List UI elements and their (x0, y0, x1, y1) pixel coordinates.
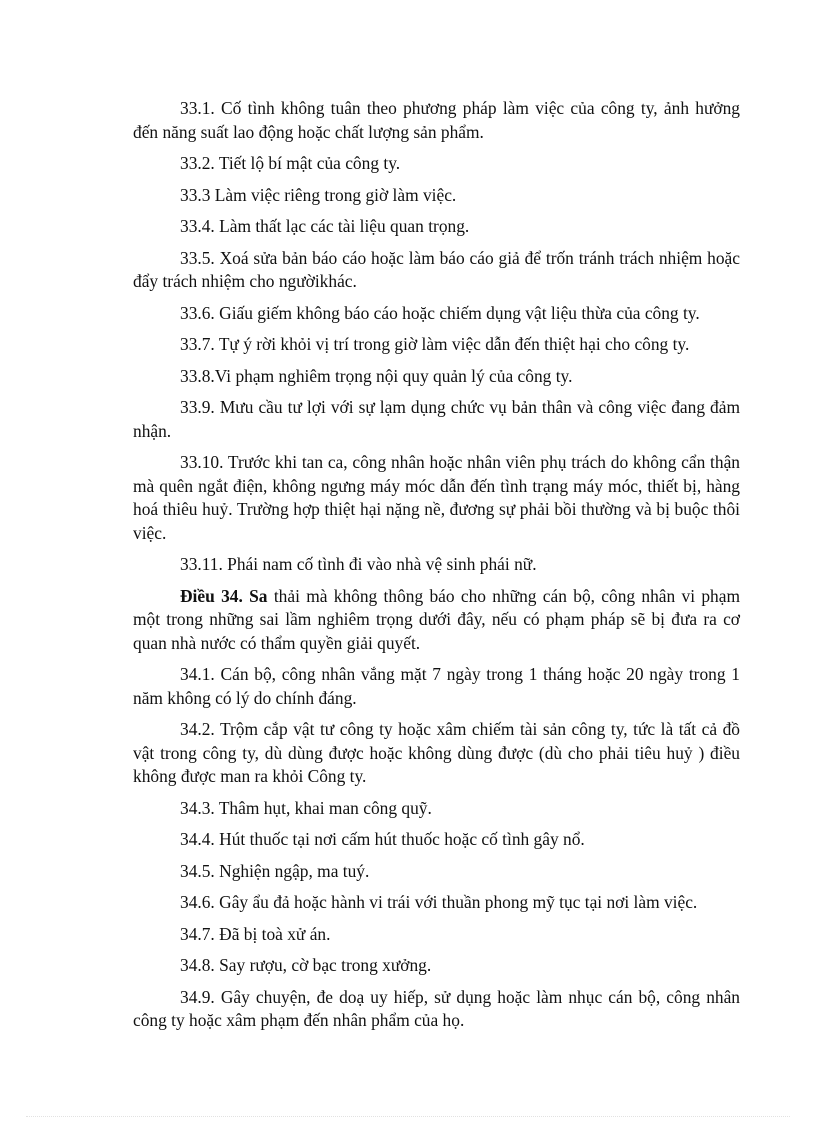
paragraph-33-5: 33.5. Xoá sửa bản báo cáo hoặc làm báo cáo giả để trốn tránh trách nhiệm hoặc đẩy trách nhiệm cho ngườikhác. (133, 247, 740, 291)
article-34-title: Điều 34. Sa (180, 585, 268, 606)
paragraph-34-3: 34.3. Thâm hụt, khai man công quỹ. (180, 797, 432, 818)
paragraph-33-8: 33.8.Vi phạm nghiêm trọng nội quy quản lý của công ty. (180, 365, 573, 386)
document-body (133, 97, 740, 1041)
paragraph-33-11: 33.11. Phái nam cố tình đi vào nhà vệ sinh phái nữ. (180, 554, 537, 574)
paragraph-34-8: 34.8. Say rượu, cờ bạc trong xưởng. (180, 955, 432, 975)
article-34-heading-paragraph (133, 585, 740, 656)
paragraph-34-5: 34.5. Nghiện ngập, ma tuý. (180, 860, 370, 881)
paragraph-33-9: 33.9. Mưu cầu tư lợi với sự lạm dụng chức vụ bản thân và công việc đang đảm nhận. (133, 397, 740, 441)
paragraph-33-3: 33.3 Làm việc riêng trong giờ làm việc. (180, 184, 457, 205)
paragraph-34-6: 34.6. Gây ẩu đả hoặc hành vi trái với thuần phong mỹ tục tại nơi làm việc. (180, 892, 698, 912)
article-34-text: thải mà không thông báo cho những cán bộ, công nhân vi phạm một trong những sai lầm nghiêm trọng dưới đây, nếu có phạm pháp sẽ bị đưa ra cơ quan nhà nước có thẩm quyền giải quyết. (133, 585, 740, 653)
paragraph-34-7: 34.7. Đã bị toà xử án. (180, 923, 331, 944)
page-bottom-divider (26, 1116, 790, 1117)
paragraph-34-2: 34.2. Trộm cắp vật tư công ty hoặc xâm chiếm tài sản công ty, tức là tất cả đồ vật trong công ty, dù dùng được hoặc không dùng được (dù cho phải tiêu huỷ ) điều không được man ra khỏi Công ty. (133, 719, 740, 786)
paragraph-34-9: 34.9. Gây chuyện, đe doạ uy hiếp, sử dụng hoặc làm nhục cán bộ, công nhân công ty hoặc xâm phạm đến nhân phẩm của họ. (133, 986, 740, 1030)
paragraph-34-4: 34.4. Hút thuốc tại nơi cấm hút thuốc hoặc cố tình gây nổ. (180, 829, 585, 849)
paragraph-34-1: 34.1. Cán bộ, công nhân vắng mặt 7 ngày trong 1 tháng hoặc 20 ngày trong 1 năm không có lý do chính đáng. (133, 664, 740, 708)
paragraph-33-7: 33.7. Tự ý rời khỏi vị trí trong giờ làm việc dẫn đến thiệt hại cho công ty. (180, 334, 690, 354)
paragraph-33-2: 33.2. Tiết lộ bí mật của công ty. (180, 153, 401, 173)
paragraph-33-1: 33.1. Cố tình không tuân theo phương pháp làm việc của công ty, ảnh hưởng đến năng suất lao động hoặc chất lượng sản phẩm. (133, 98, 740, 142)
paragraph-33-6: 33.6. Giấu giếm không báo cáo hoặc chiếm dụng vật liệu thừa của công ty. (180, 302, 700, 323)
paragraph-33-4: 33.4. Làm thất lạc các tài liệu quan trọng. (180, 216, 470, 236)
paragraph-33-10: 33.10. Trước khi tan ca, công nhân hoặc nhân viên phụ trách do không cẩn thận mà quên ngắt điện, không ngưng máy móc dẫn đến tình trạng máy móc, thiết bị, hàng hoá thiêu huỷ. Trường hợp thiệt hại nặng nề, đương sự phải bồi thường và bị buộc thôi việc. (133, 452, 740, 543)
